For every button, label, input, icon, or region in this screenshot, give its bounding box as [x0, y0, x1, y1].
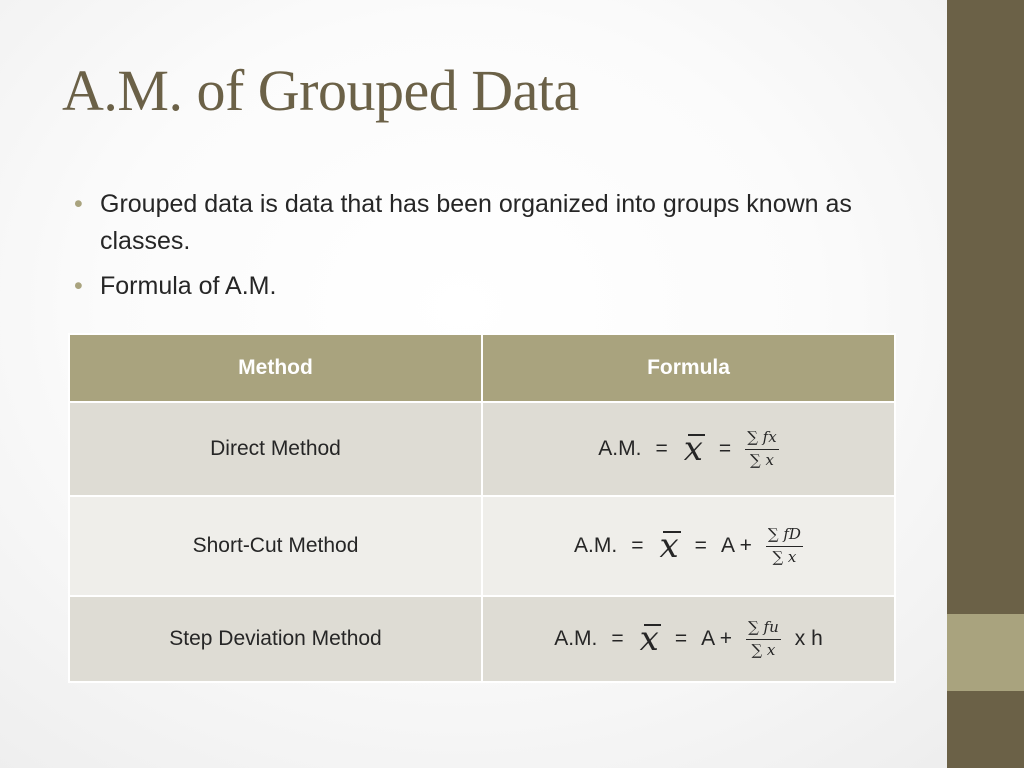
method-cell: Direct Method	[69, 402, 482, 496]
column-header-method: Method	[69, 334, 482, 402]
formula-cell	[482, 402, 895, 496]
fraction	[746, 619, 781, 659]
fraction	[766, 526, 803, 566]
bullet-text: Grouped data is data that has been organized into groups known as classes.	[100, 190, 852, 255]
table-row	[69, 596, 895, 682]
table-row	[69, 402, 895, 496]
fraction-denominator: ∑ x	[749, 450, 774, 469]
equals-sign: =	[718, 437, 732, 460]
equals-sign: =	[674, 627, 688, 650]
formula-table	[68, 333, 896, 683]
fraction	[745, 429, 779, 469]
formula-suffix: x h	[794, 627, 823, 650]
slide-title: A.M. of Grouped Data	[62, 58, 579, 123]
formula	[598, 429, 778, 469]
table-row	[69, 496, 895, 596]
fraction-denominator: ∑ x	[751, 640, 776, 659]
equals-sign: =	[655, 437, 668, 460]
equals-sign: =	[611, 627, 624, 650]
formula-prefix: A +	[720, 534, 752, 557]
fraction-numerator: ∑ fu	[746, 619, 781, 639]
bullet-dot-icon: •	[74, 272, 83, 300]
fraction-numerator: ∑ fx	[745, 429, 779, 449]
bullet-item	[72, 186, 862, 260]
formula-prefix: A +	[701, 627, 733, 650]
equals-sign: =	[631, 534, 644, 557]
formula-cell	[482, 596, 895, 682]
table-header-row	[69, 334, 895, 402]
formula	[554, 619, 823, 659]
fraction-denominator: ∑ x	[772, 547, 797, 566]
formula	[574, 526, 803, 566]
x-bar-symbol: x	[659, 526, 679, 566]
method-cell: Step Deviation Method	[69, 596, 482, 682]
bullet-list	[72, 186, 862, 313]
x-bar-symbol: x	[683, 429, 703, 469]
formula-cell	[482, 496, 895, 596]
column-header-formula: Formula	[482, 334, 895, 402]
formula-lhs: A.M.	[598, 437, 642, 460]
bullet-item	[72, 268, 862, 305]
bullet-text: Formula of A.M.	[100, 272, 277, 300]
method-cell: Short-Cut Method	[69, 496, 482, 596]
x-bar-symbol: x	[639, 619, 659, 659]
side-accent-block	[947, 614, 1024, 691]
equals-sign: =	[694, 534, 707, 557]
bullet-dot-icon: •	[74, 190, 83, 218]
formula-lhs: A.M.	[574, 534, 618, 557]
formula-lhs: A.M.	[554, 627, 598, 650]
fraction-numerator: ∑ fD	[766, 526, 803, 546]
